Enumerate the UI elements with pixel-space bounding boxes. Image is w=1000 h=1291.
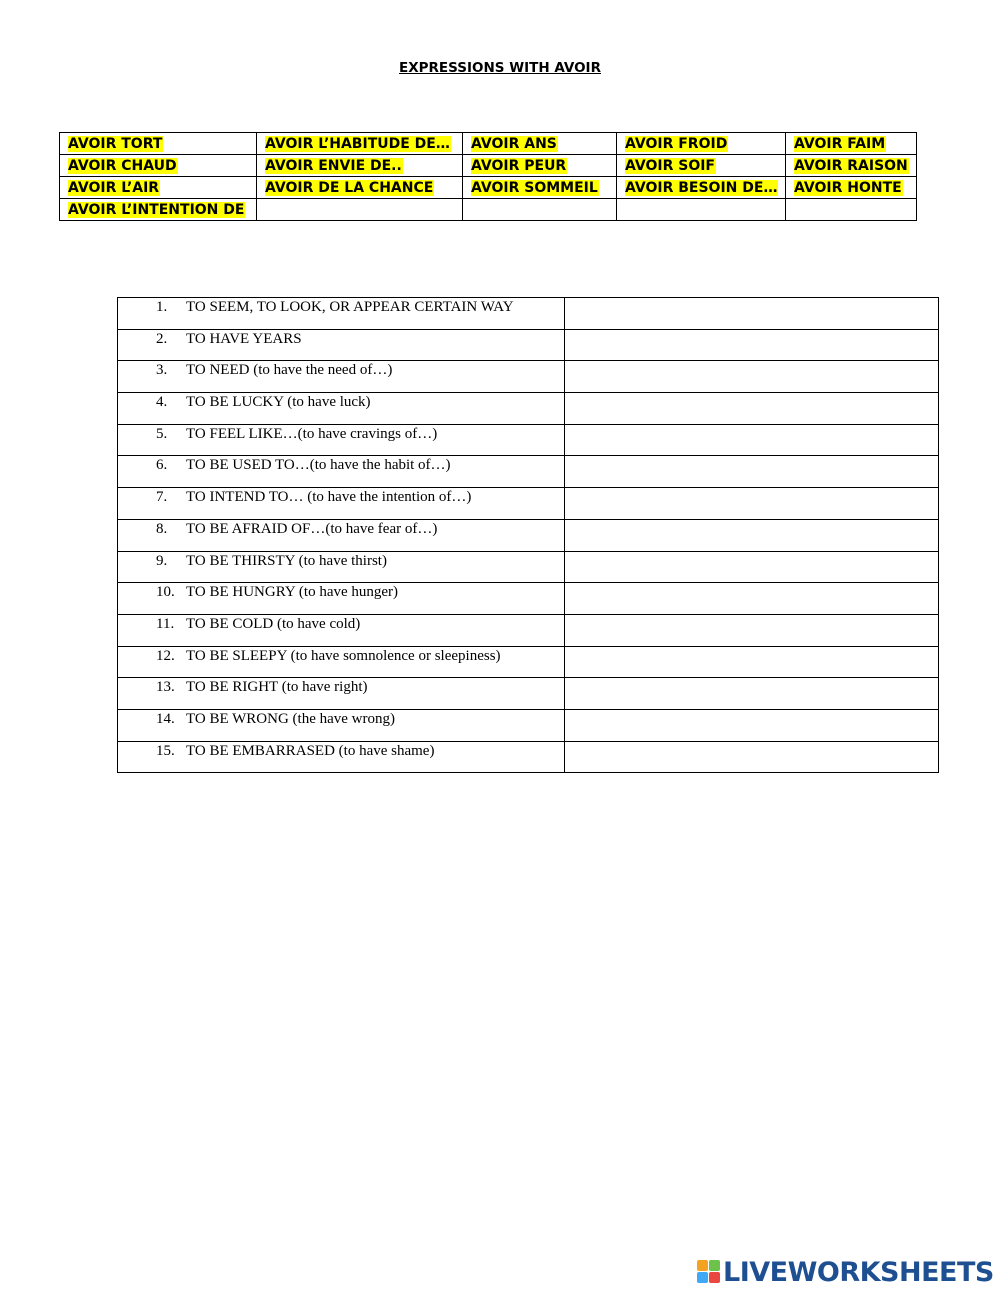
vocab-expression: AVOIR ANS [471,135,557,152]
exercise-prompt-cell [118,678,565,710]
vocab-expression [625,202,626,218]
vocab-cell [617,199,786,221]
exercise-number: 9. [156,552,168,569]
exercise-prompt-cell [118,361,565,393]
exercise-prompt-cell [118,488,565,520]
vocab-expression: AVOIR CHAUD [68,157,177,174]
vocab-cell [786,177,917,199]
answer-input[interactable] [565,710,938,739]
liveworksheets-logo-icon [697,1260,721,1284]
vocab-expression: AVOIR PEUR [471,157,567,174]
answer-input[interactable] [565,425,938,454]
answer-input[interactable] [565,520,938,549]
vocab-cell [60,177,257,199]
exercise-row [118,393,939,425]
exercise-number: 11. [156,615,175,632]
answer-input[interactable] [565,615,938,644]
exercise-number: 14. [156,710,175,727]
exercise-prompt: TO SEEM, TO LOOK, OR APPEAR CERTAIN WAY [186,299,514,315]
answer-cell[interactable] [565,329,939,361]
exercise-number: 1. [156,299,168,315]
answer-cell[interactable] [565,298,939,330]
vocab-expression: AVOIR L’AIR [68,179,160,196]
exercise-prompt: TO BE AFRAID OF…(to have fear of…) [186,520,438,537]
exercise-prompt: TO BE USED TO…(to have the habit of…) [186,457,451,474]
exercise-number: 8. [156,520,168,537]
page-title: EXPRESSIONS WITH AVOIR [399,60,601,76]
vocab-expression: AVOIR SOIF [625,157,715,174]
vocab-expression [265,202,266,218]
vocab-cell [60,155,257,177]
exercise-row [118,614,939,646]
vocab-expression: AVOIR L’HABITUDE DE… [265,135,450,152]
vocab-row [60,177,917,199]
vocab-expression: AVOIR ENVIE DE.. [265,157,402,174]
brand-name: LIVEWORKSHEETS [723,1256,994,1288]
exercise-row [118,646,939,678]
exercise-row [118,329,939,361]
exercise-prompt-cell [118,519,565,551]
exercise-prompt: TO HAVE YEARS [186,330,302,347]
exercise-prompt: TO BE HUNGRY (to have hunger) [186,584,399,601]
vocab-expression: AVOIR TORT [68,135,163,152]
exercise-prompt: TO NEED (to have the need of…) [186,362,393,379]
exercise-prompt: TO BE WRONG (the have wrong) [186,710,395,727]
vocab-expression: AVOIR SOMMEIL [471,179,598,196]
liveworksheets-logo[interactable] [697,1258,994,1286]
vocab-expression: AVOIR FROID [625,135,728,152]
exercise-prompt: TO BE EMBARRASED (to have shame) [186,742,435,759]
vocab-expression: AVOIR L’INTENTION DE [68,201,245,218]
exercise-prompt-cell [118,614,565,646]
vocab-cell [257,199,463,221]
answer-cell[interactable] [565,741,939,773]
exercise-prompt-cell [118,551,565,583]
vocab-expression [471,202,472,218]
vocab-cell [617,177,786,199]
exercise-prompt: TO INTEND TO… (to have the intention of…) [186,489,472,506]
exercise-prompt-cell [118,298,565,330]
exercise-table [117,297,939,773]
exercise-row [118,456,939,488]
exercise-prompt: TO BE LUCKY (to have luck) [186,394,371,411]
vocab-expression: AVOIR HONTE [794,179,902,196]
vocab-cell [463,177,617,199]
answer-cell[interactable] [565,519,939,551]
exercise-row [118,488,939,520]
vocab-cell [786,155,917,177]
answer-input[interactable] [565,647,938,676]
exercise-row [118,678,939,710]
answer-cell[interactable] [565,614,939,646]
answer-cell[interactable] [565,678,939,710]
exercise-prompt-cell [118,646,565,678]
vocab-expression: AVOIR RAISON [794,157,908,174]
exercise-number: 12. [156,647,175,664]
answer-input[interactable] [565,456,938,485]
answer-cell[interactable] [565,551,939,583]
exercise-prompt-cell [118,741,565,773]
exercise-number: 15. [156,742,175,759]
answer-cell[interactable] [565,709,939,741]
vocab-cell [257,155,463,177]
answer-cell[interactable] [565,424,939,456]
exercise-number: 2. [156,330,168,347]
answer-cell[interactable] [565,361,939,393]
exercise-prompt-cell [118,583,565,615]
exercise-row [118,551,939,583]
answer-input[interactable] [565,678,938,707]
exercise-prompt: TO BE RIGHT (to have right) [186,679,368,696]
vocab-cell [617,133,786,155]
exercise-row [118,741,939,773]
exercise-number: 7. [156,489,168,506]
vocab-cell [257,177,463,199]
exercise-row [118,361,939,393]
exercise-prompt: TO BE THIRSTY (to have thirst) [186,552,387,569]
answer-input[interactable] [565,330,938,359]
exercise-prompt-cell [118,393,565,425]
answer-input[interactable] [565,583,938,612]
vocab-expression: AVOIR FAIM [794,135,886,152]
vocab-cell [463,133,617,155]
exercise-prompt-cell [118,329,565,361]
vocab-row [60,133,917,155]
exercise-prompt: TO BE COLD (to have cold) [186,615,361,632]
vocab-cell [463,155,617,177]
vocab-expression [794,202,795,218]
exercise-number: 10. [156,584,175,601]
exercise-prompt-cell [118,709,565,741]
exercise-number: 13. [156,679,175,696]
exercise-prompt: TO BE SLEEPY (to have somnolence or sleepiness) [186,647,501,664]
exercise-row [118,298,939,330]
answer-cell[interactable] [565,488,939,520]
exercise-number: 4. [156,394,168,411]
vocab-expression: AVOIR BESOIN DE… [625,179,778,196]
answer-input[interactable] [565,552,938,581]
answer-input[interactable] [565,742,938,771]
vocab-cell [786,199,917,221]
exercise-prompt-cell [118,456,565,488]
vocab-row [60,155,917,177]
exercise-prompt: TO FEEL LIKE…(to have cravings of…) [186,425,438,442]
exercise-number: 5. [156,425,168,442]
vocab-expression: AVOIR DE LA CHANCE [265,179,434,196]
exercise-prompt-cell [118,424,565,456]
answer-cell[interactable] [565,583,939,615]
answer-input[interactable] [565,488,938,517]
exercise-row [118,424,939,456]
vocab-cell [786,133,917,155]
vocab-row [60,199,917,221]
exercise-number: 3. [156,362,168,379]
exercise-row [118,583,939,615]
vocabulary-table [59,132,917,221]
vocab-cell [257,133,463,155]
answer-cell[interactable] [565,456,939,488]
answer-cell[interactable] [565,646,939,678]
vocab-cell [463,199,617,221]
answer-input[interactable] [565,298,938,327]
vocab-cell [617,155,786,177]
exercise-number: 6. [156,457,168,474]
vocab-cell [60,199,257,221]
answer-input[interactable] [565,393,938,422]
answer-input[interactable] [565,361,938,390]
answer-cell[interactable] [565,393,939,425]
exercise-row [118,519,939,551]
vocab-cell [60,133,257,155]
exercise-row [118,709,939,741]
